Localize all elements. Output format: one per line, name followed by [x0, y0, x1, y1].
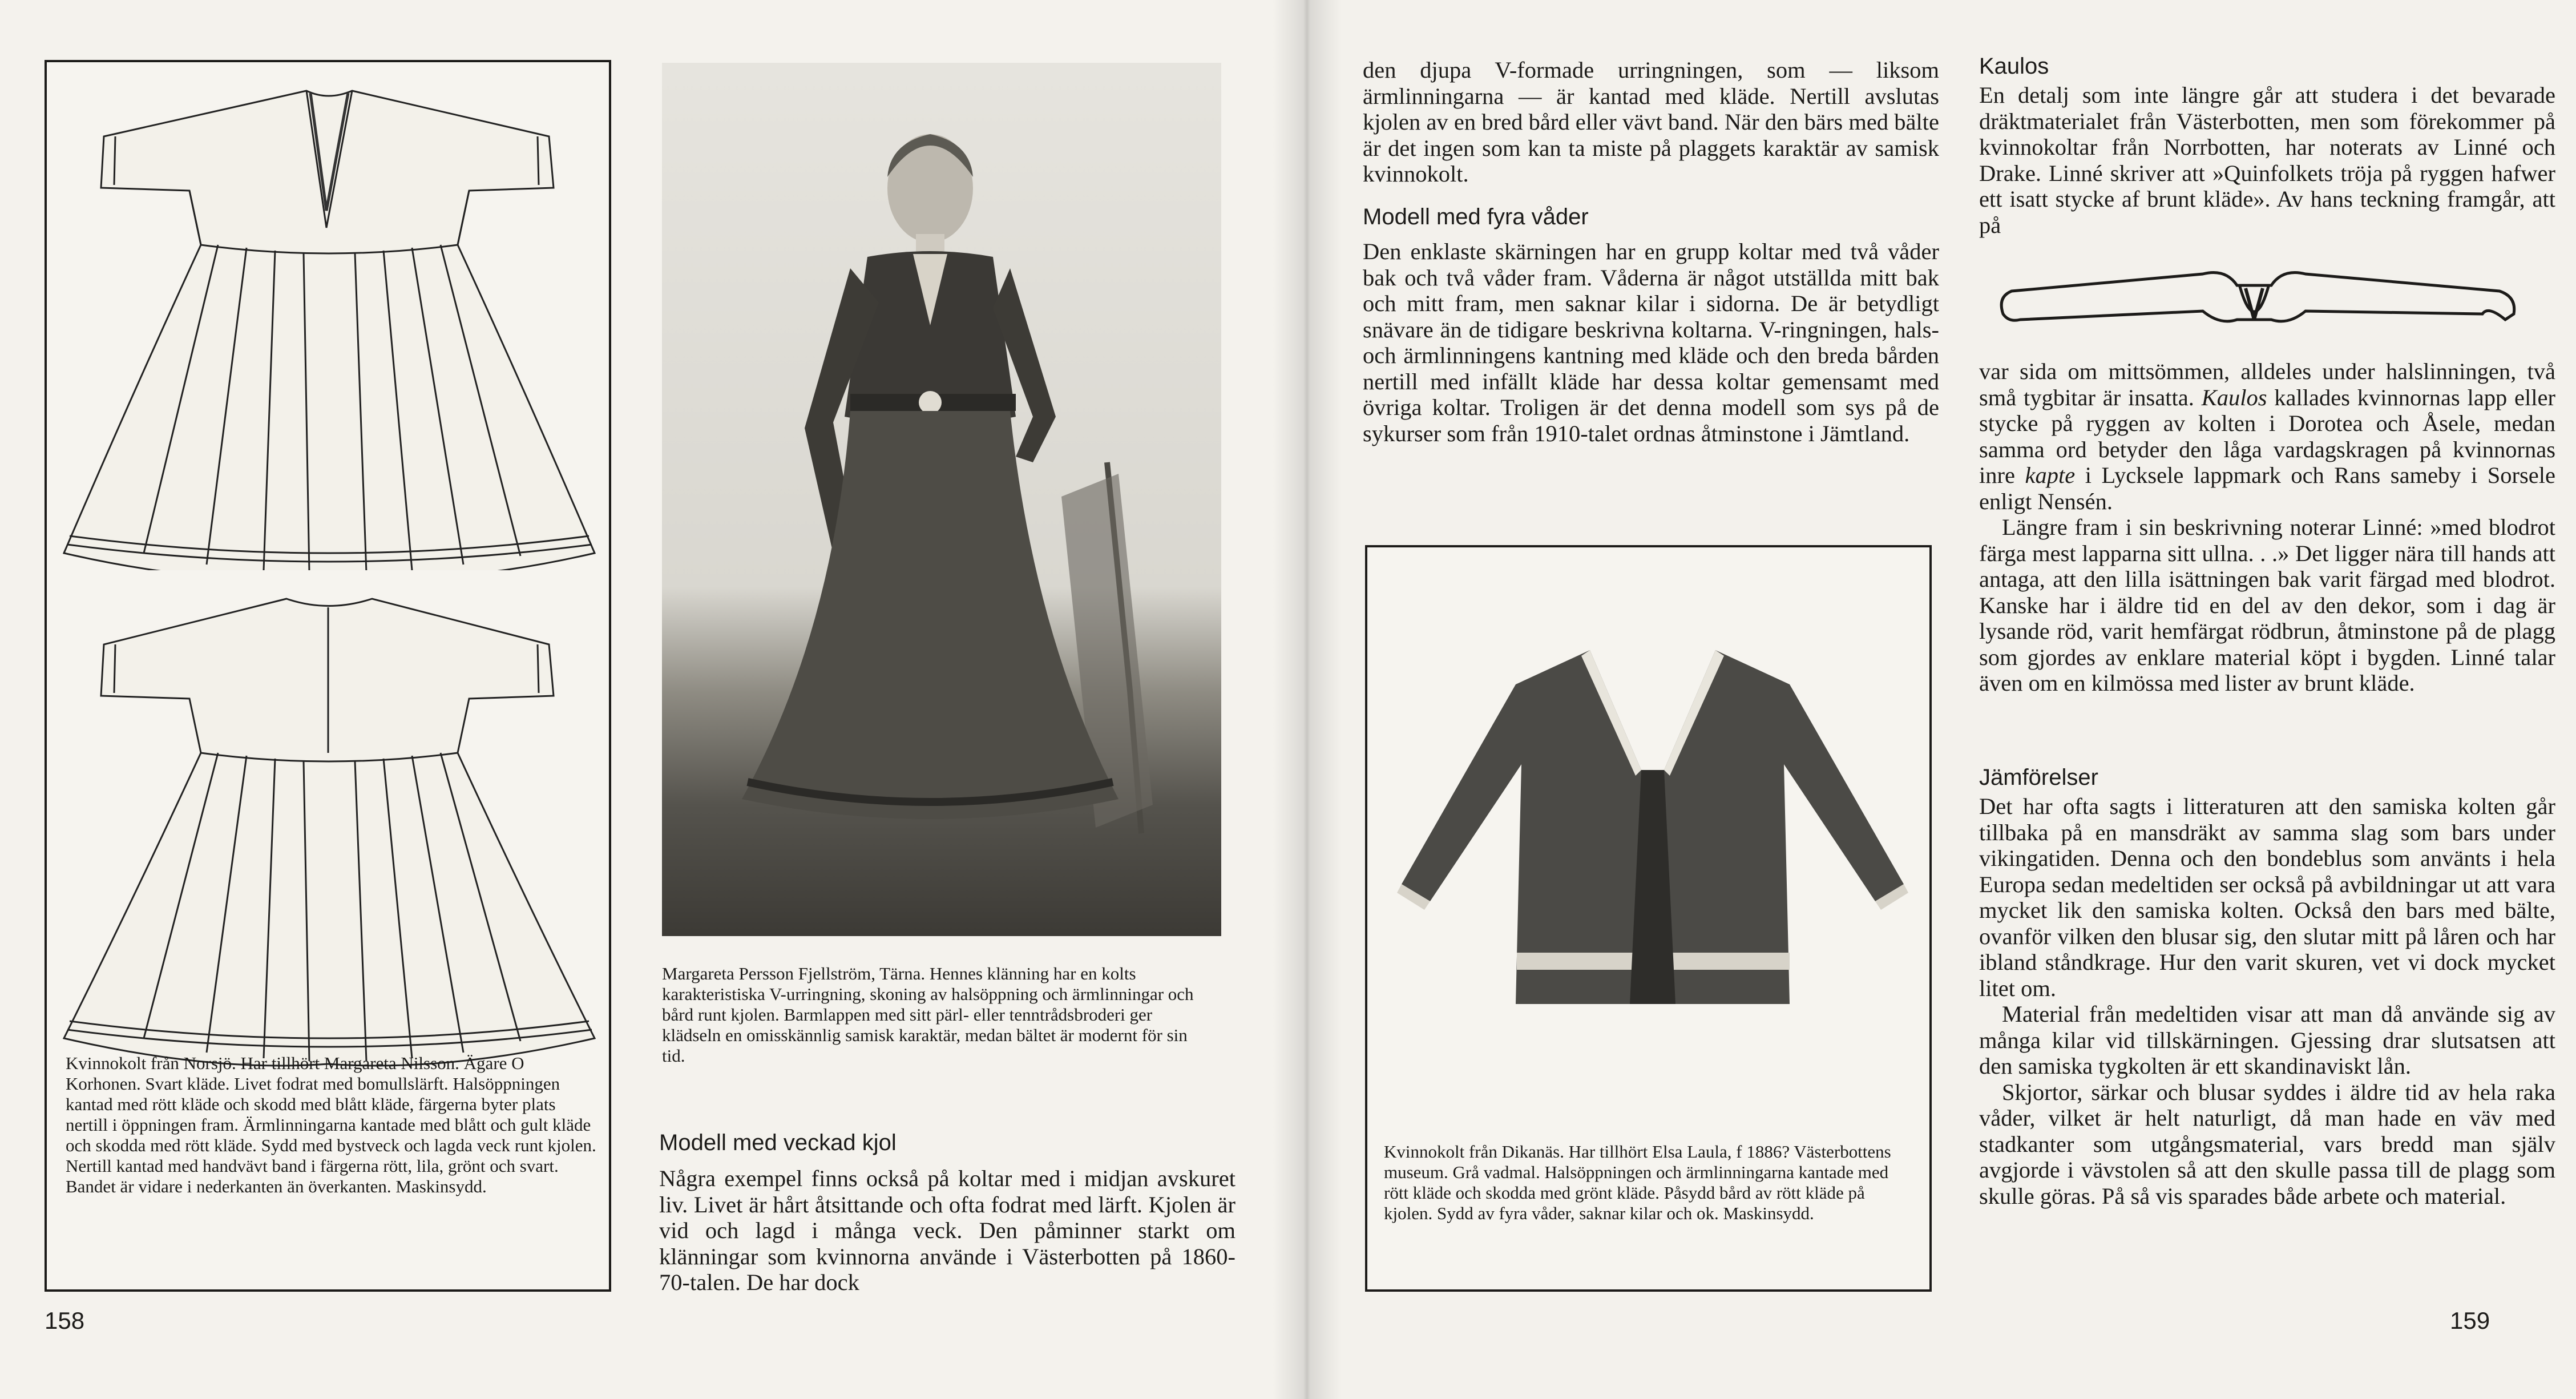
heading-jamforelser: Jämförelser [1979, 765, 2098, 790]
text-continued [1363, 57, 1939, 187]
paragraph: Material från medeltiden visar att man då använde sig av många kilar vid tillskärningen. Gjessing drar slutsatsen att den samiska tygkolten är ett skandinaviskt lån. [1979, 1001, 2555, 1079]
paragraph: Skjortor, särkar och blusar syddes i äldre tid av hela raka våder, vilket är helt naturligt, då man hade en väv med stadkanter som utgångsmaterial, vars bredd man själv avgjorde i vävstolen så att den skulle passa till de plagg som skulle göras. På så vis sparades både arbete och material. [1979, 1079, 2555, 1209]
paragraph: den djupa V-formade urringningen, som — liksom ärmlinningarna — är kantad med kläde. Nertill avslutas kjolen av en bred bård eller vävt band. När den bärs med bälte är det ingen som kan ta miste på plaggets karaktär av samisk kvinnokolt. [1363, 57, 1939, 187]
paragraph: En detalj som inte längre går att studera i det bevarade dräktmaterialet från Västerbotten, men som förekommer på kvinnokoltar från Norrbotten, har noterats av Linné och Drake. Linné skriver att »Quinfolkets tröja på ryggen hafwer ett isatt stycke af brunt kläde». Av hans teckning framgår, att på [1979, 82, 2555, 238]
heading-veckad-kjol: Modell med veckad kjol [659, 1130, 897, 1155]
kolt-sketch-back [47, 582, 609, 1073]
text-jamforelser [1979, 793, 2555, 1209]
paragraph: var sida om mittsömmen, alldeles under halslinningen, två små tygbitar är insatta. Kaulos kallades kvinnornas lapp eller stycke på ryggen av kolten i Dorotea och Åsele, medan samma ord betyder den låga vardagskragen på kvinnornas inre kapte i Lycksele lappmark och Rans sameby i Sorsele enligt Nensén. [1979, 358, 2556, 514]
linne-kaulos-drawing [1986, 251, 2534, 348]
text-veckad-kjol [659, 1166, 1235, 1296]
paragraph: Några exempel finns också på koltar med i midjan avskuret liv. Livet är hårt åtsittande och ofta fodrat med lärft. Kjolen är vid och lagd i många veck. Den påminner starkt om klänningar som kvinnorna använde i Västerbotten på 1860-70-talen. De har dock [659, 1166, 1235, 1295]
paragraph: Den enklaste skärningen har en grupp koltar med två våder bak och två våder fram. Våderna är något utställda mitt bak och mitt fram, men saknar kilar i sidorna. De är betydligt snävare än de tidigare beskrivna koltarna. V-ringningen, hals- och ärmlinningens kantning med kläde och den breda bården nertill med infällt kläde har dessa koltar gemensamt med övriga koltar. Troligen är det denna modell som sys på de sykurser som från 1910-talet ordnas åtminstone i Jämtland. [1363, 239, 1939, 446]
text-fyra-vader [1363, 239, 1939, 446]
heading-kaulos: Kaulos [1979, 54, 2049, 79]
woman-portrait-figure [662, 63, 1221, 936]
kolt-photo-coat [1367, 633, 1929, 1010]
book-gutter [1273, 0, 1341, 1399]
paragraph: Det har ofta sagts i litteraturen att den samiska kolten går tillbaka på en mansdräkt av samma slag som bars under vikingatiden. Denna och den bondeblus som använts i hela Europa sedan medeltiden ser också på avbildningar ut att vara mycket lik den samiska kolten. Också den bars med bälte, ovanför vilken den blusar sig, den slutar mitt på låren och har ibland ståndkrage. Hur den varit skuren, vet vi dock mycket litet om. [1979, 793, 2555, 1001]
sketch-caption: Kvinnokolt från Norsjö. Har tillhört Margareta Nilsson. Ägare O Korhonen. Svart kläde. Livet fodrat med bomullslärft. Halsöppningen kantad med rött kläde och skodd med blått kläde, färgerna byter plats nertill i öppningen fram. Ärmlinningarna kantade med blått och gult kläde och skodda med rött kläde. Sydd med bystveck och lagda veck runt kjolen. Nertill kantad med handvävt band i färgerna rött, lila, grönt och svart. Bandet är vidare i nederkanten än överkanten. Maskinsydd. [66, 1053, 596, 1196]
paragraph: Längre fram i sin beskrivning noterar Linné: »med blodrot färga mest lapparna sitt ullna. . .» Det ligger nära till hands att antaga, att den lilla isättningen bak varit färgad med blodrot. Kanske har i äldre tid en del av den dekor, som i dag är lysande röd, varit hemfärgat rödbrun, åtminstone på de plagg som gjordes av enklare material köpt i bygden. Linné talar även om en kilmössa med lister av brunt kläde. [1979, 514, 2555, 696]
heading-fyra-vader: Modell med fyra våder [1363, 204, 1589, 229]
term-kaulos: Kaulos [2201, 384, 2267, 410]
portrait-photo [662, 63, 1221, 936]
text-kaulos-2 [1979, 358, 2555, 696]
coat-caption: Kvinnokolt från Dikanäs. Har tillhört Elsa Laula, f 1886? Västerbottens museum. Grå vadmal. Halsöppningen och ärmlinningarna kantade med rött kläde och skodda med grönt kläde. Påsydd bård av rött kläde på kjolen. Sydd av fyra våder, saknar kilar och ok. Maskinsydd. [1384, 1142, 1891, 1223]
term-kapte: kapte [2025, 462, 2076, 488]
text-kaulos-1 [1979, 82, 2555, 238]
page-number-right: 159 [2450, 1307, 2490, 1334]
page-number-left: 158 [45, 1307, 85, 1334]
kolt-sketch-front [47, 74, 609, 570]
photo-caption: Margareta Persson Fjellström, Tärna. Hennes klänning har en kolts karakteristiska V-urringning, skoning av halsöppning och ärmlinningar och bård runt kjolen. Barmlappen med sitt pärl- eller tenntrådsbroderi ger klädseln en omisskännlig samisk karaktär, medan bältet är modernt för sin tid. [662, 963, 1194, 1066]
